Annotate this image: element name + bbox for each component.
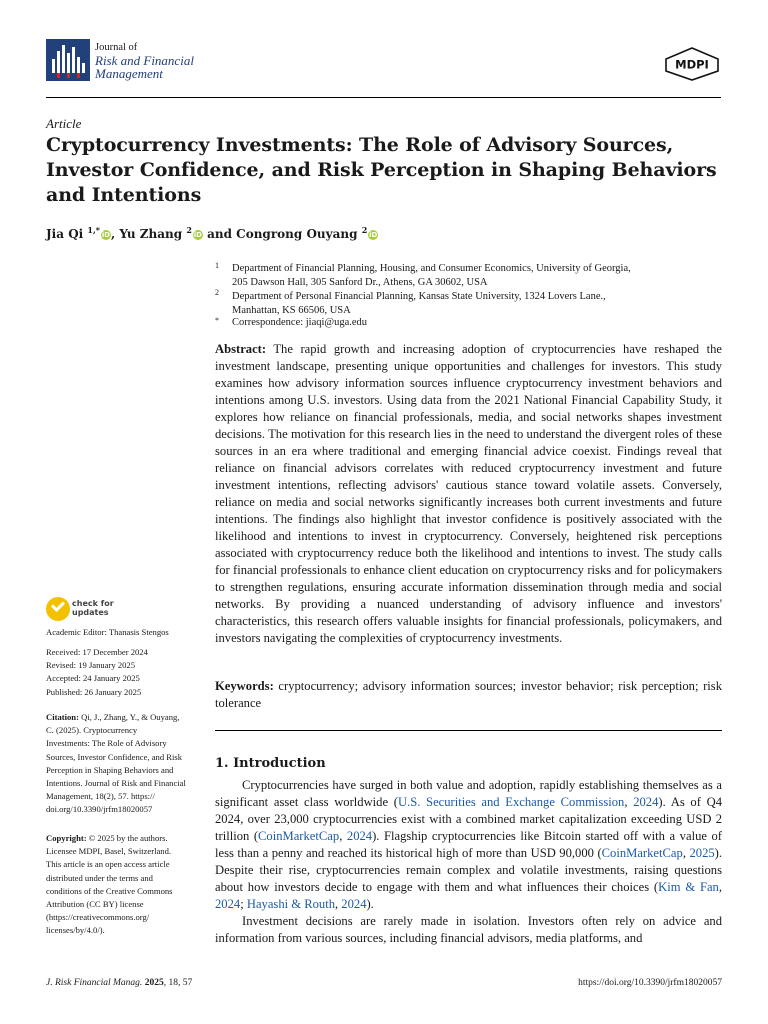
- abstract-text: The rapid growth and increasing adoption of cryptocurrencies have reshaped the investment landscape, presenting unique opportunities and challenges for investors. This study examines how advisory information sources influence cryptocurrency investment behaviors and intentions among U.S. investors. Using data from the 2021 National Financial Capability Study, it explores how reliance on financial professionals, media, and social networks shapes investment decisions. The motivation for this research lies in the need to understand the divergent roles of these sources in an era where traditional and emerging financial advice coexist. Findings reveal that reliance on financial advisors correlates with reduced cryptocurrency investment and future investment intentions, reflecting advisors' cautious stance toward volatile assets. Conversely, reliance on media and social networks significantly increases both current investments and future intentions. The findings also highlight that investor confidence is positively associated with the likelihood and intentions to invest in cryptocurrency. Conversely, heightened risk perceptions associated with cryptocurrency reduce both the likelihood and intentions to invest. The study calls for financial professionals to enhance client education on cryptocurrency risks and for policymakers to strengthen regulations, ensuring accurate information dissemination through media and social networks. By providing a nuanced understanding of advisory influence and investors' characteristics, this research offers valuable insights for financial professionals, policymakers, and investors navigating the complexities of cryptocurrency investments.: [215, 342, 722, 645]
- abstract: [215, 341, 722, 647]
- header-divider: [46, 97, 721, 98]
- published-date: Published: 26 January 2025: [46, 686, 142, 697]
- citation-link[interactable]: U.S. Securities and Exchange Commission: [397, 795, 625, 809]
- citation-link[interactable]: 2025: [689, 846, 715, 860]
- article-type: Article: [46, 116, 82, 131]
- mdpi-logo-text: MDPI: [675, 57, 709, 72]
- author-separator: and: [207, 227, 232, 241]
- orcid-icon[interactable]: iD: [193, 231, 202, 239]
- citation-line: Intentions. Journal of Risk and Financial: [46, 778, 186, 789]
- citation-link[interactable]: CoinMarketCap: [258, 829, 340, 843]
- check-updates-line2: updates: [72, 608, 109, 617]
- academic-editor: Academic Editor: Thanasis Stengos: [46, 627, 169, 637]
- affiliation-2: [232, 290, 606, 318]
- journal-name-line1: Journal of: [95, 42, 138, 53]
- author-name[interactable]: Congrong Ouyang: [236, 227, 358, 241]
- author-affiliation-mark: 2: [186, 225, 192, 235]
- journal-name: [95, 41, 194, 80]
- abstract-label: Abstract:: [215, 342, 267, 356]
- revised-date: Revised: 19 January 2025: [46, 660, 136, 671]
- citation-line[interactable]: doi.org/10.3390/jrfm18020057: [46, 804, 153, 815]
- copyright-label: Copyright:: [46, 833, 87, 843]
- affiliation-line: Department of Personal Financial Planning, Kansas State University, 1324 Lovers Lane.,: [232, 291, 606, 302]
- section-heading: 1. Introduction: [215, 756, 326, 771]
- intro-paragraph-2: Investment decisions are rarely made in isolation. Investors often rely on advice and information from various sources, including financial advisors, media platforms, and: [215, 914, 722, 945]
- check-for-updates-icon[interactable]: [46, 597, 70, 621]
- section-divider: [215, 730, 722, 731]
- footer-doi-link[interactable]: https://doi.org/10.3390/jrfm18020057: [578, 978, 722, 988]
- affiliation-line: Manhattan, KS 66506, USA: [232, 305, 351, 316]
- orcid-icon[interactable]: iD: [369, 231, 378, 239]
- correspondence: Correspondence: jiaqi@uga.edu: [232, 317, 368, 328]
- author-list: [46, 225, 378, 241]
- citation-link[interactable]: 2024: [215, 897, 241, 911]
- copyright-line: Licensee MDPI, Basel, Switzerland.: [46, 846, 172, 857]
- mdpi-logo: [664, 47, 720, 81]
- citation-label: Citation:: [46, 712, 79, 722]
- affiliation-1: [232, 262, 631, 290]
- journal-name-line3: Management: [95, 66, 163, 81]
- check-for-updates-button[interactable]: [72, 599, 114, 617]
- footer-year: 2025: [144, 978, 164, 988]
- footer-citation: [46, 978, 192, 988]
- citation-link[interactable]: Kim & Fan: [658, 880, 719, 894]
- affiliation-line: 205 Dawson Hall, 305 Sanford Dr., Athens, GA 30602, USA: [232, 277, 488, 288]
- journal-name-line2: Risk and Financial: [95, 53, 194, 68]
- citation-line: Perception in Shaping Behaviors and: [46, 764, 174, 775]
- copyright-line[interactable]: licenses/by/4.0/).: [46, 925, 105, 936]
- copyright-line: distributed under the terms and: [46, 872, 153, 883]
- copyright-line: Attribution (CC BY) license: [46, 899, 144, 910]
- citation-link[interactable]: CoinMarketCap: [601, 846, 683, 860]
- copyright-line: conditions of the Creative Commons: [46, 885, 173, 896]
- copyright-line: This article is an open access article: [46, 859, 170, 870]
- publication-dates: [46, 646, 196, 699]
- affiliation-mark: *: [215, 316, 219, 325]
- paper-title: Cryptocurrency Investments: The Role of Advisory Sources, Investor Confidence, and Risk Perception in Shaping Behaviors and Intentions: [46, 134, 717, 206]
- citation-line: Management, 18(2), 57. https://: [46, 791, 155, 802]
- citation-link[interactable]: Hayashi & Routh: [246, 897, 335, 911]
- author-name[interactable]: Yu Zhang: [119, 227, 183, 241]
- citation-link[interactable]: 2024: [633, 795, 659, 809]
- author-affiliation-mark: 1,*: [87, 225, 100, 235]
- citation-link[interactable]: 2024: [346, 829, 373, 843]
- accepted-date: Accepted: 24 January 2025: [46, 673, 140, 684]
- author-name[interactable]: Jia Qi: [46, 227, 84, 241]
- orcid-icon[interactable]: iD: [101, 231, 111, 239]
- intro-paragraph-1: Cryptocurrencies have surged in both value and adoption, rapidly establishing themselves as a significant asset class worldwide (U.S. Securities and Exchange Commission, 2024). As of Q4 2024, over 23,000 cryptocurrencies exist with a combined market capitalization exceeding USD 2 trillion (CoinMarketCap, 2024). Flagship cryptocurrencies like Bitcoin started off with a value of less than a penny and reached its historical high of more than USD 90,000 (CoinMarketCap, 2025). Despite their rise, cryptocurrencies remain complex and volatile investments, raising questions about how investors decide to engage with them and what influences their choices (Kim & Fan, 2024; Hayashi & Routh, 2024).: [215, 778, 723, 911]
- keywords: [215, 678, 722, 712]
- affiliation-mark: 2: [215, 288, 219, 297]
- author-separator: ,: [110, 227, 116, 241]
- citation-link[interactable]: 2024: [341, 897, 367, 911]
- affiliation-line: Department of Financial Planning, Housing, and Consumer Economics, University of Georgia,: [232, 263, 631, 274]
- citation-line: Sources, Investor Confidence, and Risk: [46, 751, 183, 762]
- footer-volume: , 18, 57: [163, 978, 193, 988]
- copyright-line[interactable]: (https://creativecommons.org/: [46, 912, 150, 923]
- copyright-line: © 2025 by the authors.: [88, 833, 168, 843]
- footer-journal: J. Risk Financial Manag.: [46, 978, 143, 988]
- citation-line: C. (2025). Cryptocurrency: [46, 725, 138, 736]
- citation-line: Investments: The Role of Advisory: [46, 738, 167, 749]
- keywords-text: cryptocurrency; advisory information sources; investor behavior; risk perception; risk tolerance: [215, 679, 722, 710]
- copyright-block: [46, 832, 196, 938]
- journal-logo: [46, 39, 90, 81]
- keywords-label: Keywords:: [215, 679, 274, 693]
- check-updates-line1: check for: [72, 599, 114, 608]
- citation-block: [46, 711, 196, 817]
- received-date: Received: 17 December 2024: [46, 647, 148, 657]
- citation-line: Qi, J., Zhang, Y., & Ouyang,: [81, 712, 180, 722]
- affiliation-mark: 1: [215, 261, 219, 270]
- author-affiliation-mark: 2: [361, 225, 368, 235]
